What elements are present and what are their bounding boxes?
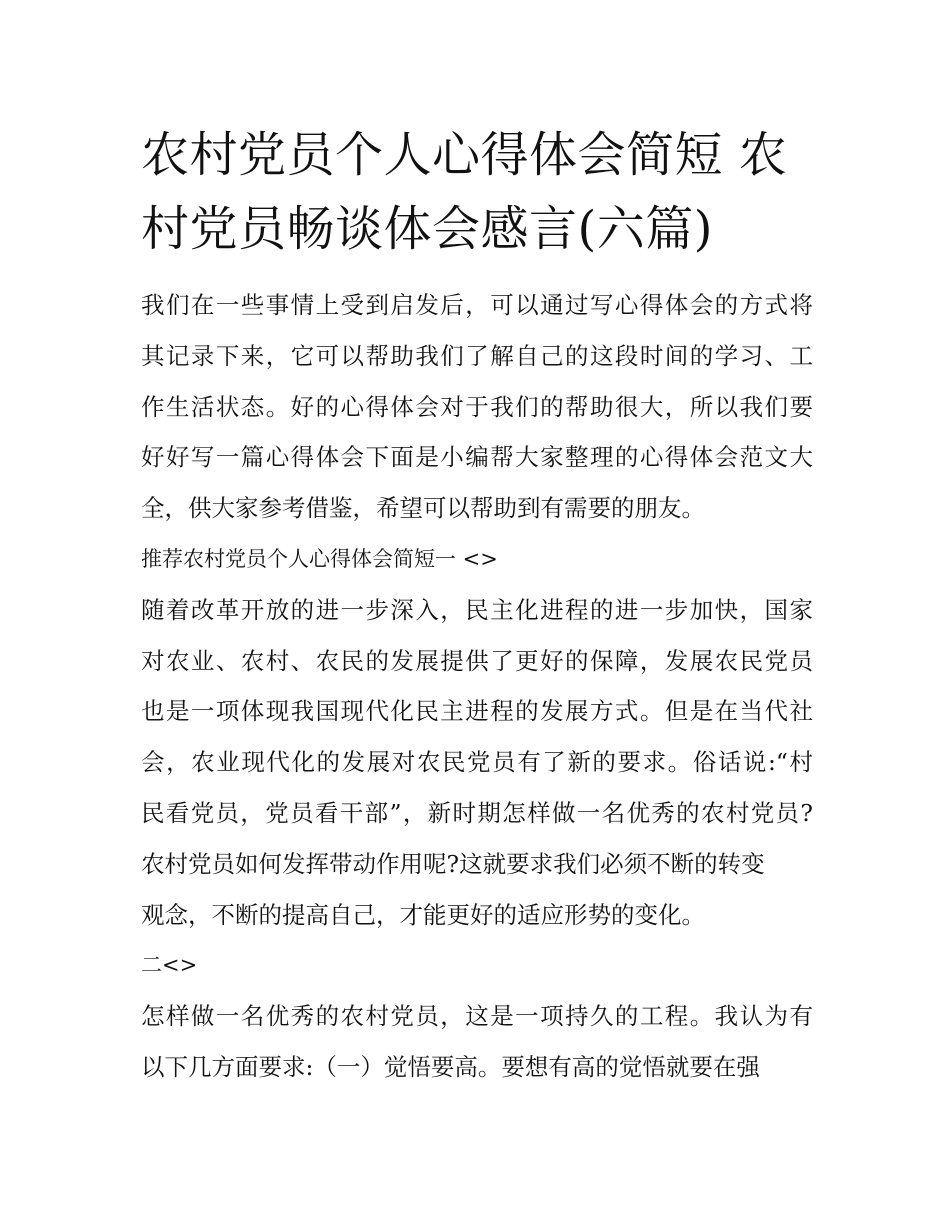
paragraph-line: 好好写一篇心得体会下面是小编帮大家整理的心得体会范文大	[141, 443, 813, 472]
paragraph-line: 怎样做一名优秀的农村党员，这是一项持久的工程。我认为有	[141, 1002, 813, 1031]
paragraph-line: 观念，不断的提高自己，才能更好的适应形势的变化。	[141, 900, 705, 929]
paragraph-line: 随着改革开放的进一步深入，民主化进程的进一步加快，国家	[141, 595, 813, 624]
paragraph-line: 作生活状态。好的心得体会对于我们的帮助很大，所以我们要	[141, 392, 813, 421]
paragraph-line: 对农业、农村、农民的发展提供了更好的保障，发展农民党员	[141, 646, 813, 675]
title-line: 村党员畅谈体会感言(六篇)	[141, 201, 713, 257]
paragraph-line: 会，农业现代化的发展对农民党员有了新的要求。俗话说:“村	[141, 748, 813, 777]
section2-paragraph	[141, 991, 813, 1093]
paragraph-line: 我们在一些事情上受到启发后，可以通过写心得体会的方式将	[141, 291, 813, 319]
document-body	[141, 280, 813, 1093]
document-page	[141, 118, 813, 1093]
paragraph-line: 以下几方面要求:（一）觉悟要高。要想有高的觉悟就要在强	[141, 1052, 760, 1081]
intro-paragraph	[141, 280, 813, 534]
paragraph-line: 农村党员如何发挥带动作用呢?这就要求我们必须不断的转变	[141, 849, 765, 878]
section-heading: 二<>	[141, 953, 198, 978]
paragraph-line: 民看党员，党员看干部”，新时期怎样做一名优秀的农村党员?	[141, 798, 813, 827]
paragraph-line: 也是一项体现我国现代化民主进程的发展方式。但是在当代社	[141, 697, 813, 726]
paragraph-line: 其记录下来，它可以帮助我们了解自己的这段时间的学习、工	[141, 341, 813, 370]
title-line: 农村党员个人心得体会简短 农	[141, 127, 788, 183]
section1-paragraph	[141, 585, 813, 941]
paragraph-line: 全，供大家参考借鉴，希望可以帮助到有需要的朋友。	[141, 494, 705, 523]
section-heading: 推荐农村党员个人心得体会简短一 <>	[141, 546, 498, 571]
document-title	[141, 118, 813, 266]
